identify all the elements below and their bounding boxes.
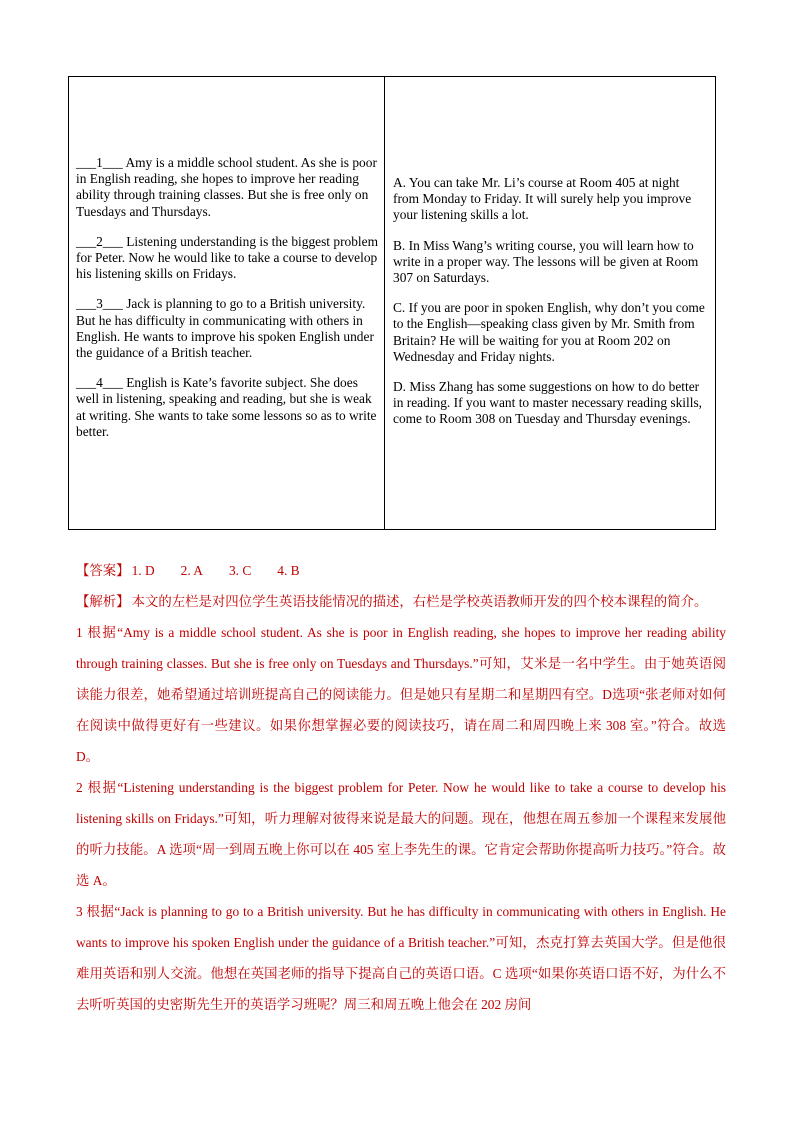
courses-column: [385, 77, 715, 529]
analysis-explanation-3: 3 根据“Jack is planning to go to a British university. But he has difficulty in communicating with others in English. He wants to improve his spoken English under the guidance of a British teacher.”可知，杰克打算去英国大学。但是他很难用英语和别人交流。他想在英国老师的指导下提高自己的英语口语。C 选项“如果你英语口语不好，为什么不去听听英国的史密斯先生开的英语学习班呢？周三和周五晚上他会在 202 房间: [76, 904, 726, 1012]
course-option-d: D. Miss Zhang has some suggestions on how to do better in reading. If you want to master necessary reading skills, come to Room 308 on Tuesday and Thursday evenings.: [393, 379, 703, 427]
students-column: [69, 77, 385, 529]
student-description-2: ___2___ Listening understanding is the biggest problem for Peter. Now he would like to take a course to develop his listening skills on Fridays.: [76, 233, 378, 282]
analysis-intro: [76, 586, 726, 617]
answer-item-1: 1. D: [131, 563, 155, 578]
analysis: [76, 586, 726, 1020]
course-option-b: B. In Miss Wang’s writing course, you will learn how to write in a proper way. The lessons will be given at Room 307 on Saturdays.: [393, 237, 699, 286]
course-option-c: C. If you are poor in spoken English, why don’t you come to the English—speaking class given by Mr. Smith from Britain? He will be waiting for you at Room 202 on Wednesday and Friday nights.: [393, 300, 705, 364]
analysis-explanation-2: 2 根据“Listening understanding is the biggest problem for Peter. Now he would like to take a course to develop his listening skills on Fridays.”可知，听力理解对彼得来说是最大的问题。现在，他想在周五参加一个课程来发展他的听力技能。A 选项“周一到周五晚上你可以在 405 室上李先生的课。它肯定会帮助你提高听力技巧。”符合。故选 A。: [76, 780, 726, 888]
student-description-1: ___1___ Amy is a middle school student. As she is poor in English reading, she hopes to improve her reading ability through training classes. But she is free only on Tuesdays and Thursdays.: [76, 155, 377, 219]
analysis-label: 【解析】: [76, 594, 130, 609]
answer-label: 【答案】: [76, 563, 130, 578]
student-description-3: ___3___ Jack is planning to go to a British university. But he has difficulty in communicating with others in English. He wants to improve his spoken English under the guidance of a British teacher.: [76, 296, 374, 361]
answer-section: [76, 556, 726, 1020]
answer-item-2: 2. A: [180, 563, 203, 578]
matching-table: [68, 76, 716, 530]
student-description-4: ___4___ English is Kate’s favorite subject. She does well in listening, speaking and reading, but she is weak at writing. She wants to take some lessons so as to write better.: [76, 375, 377, 439]
answer-item-3: 3. C: [228, 563, 252, 578]
analysis-intro-text: 本文的左栏是对四位学生英语技能情况的描述，右栏是学校英语教师开发的四个校本课程的简介。: [131, 594, 708, 609]
answer-key: [76, 556, 726, 586]
analysis-explanation-1: 1 根据“Amy is a middle school student. As she is poor in English reading, she hopes to improve her reading ability through training classes. But she is free only on Tuesdays and Thursdays.”可知，艾米是一名中学生。由于她英语阅读能力很差，她希望通过培训班提高自己的阅读能力。但是她只有星期二和星期四有空。D选项“张老师对如何在阅读中做得更好有一些建议。如果你想掌握必要的阅读技巧，请在周二和周四晚上来 308 室。”符合。故选 D。: [76, 625, 726, 764]
answer-item-4: 4. B: [277, 563, 300, 578]
course-option-a: A. You can take Mr. Li’s course at Room 405 at night from Monday to Friday. It will surely help you improve your listening skills a lot.: [393, 175, 692, 223]
